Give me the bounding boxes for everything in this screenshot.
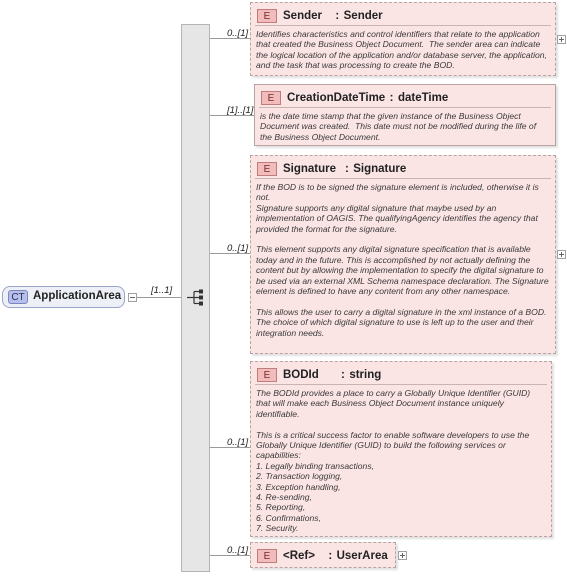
sequence-icon (186, 289, 206, 306)
type-separator: : (341, 368, 345, 381)
type-separator: : (389, 91, 394, 104)
element-type: Signature (353, 162, 407, 175)
element-documentation: If the BOD is to be signed the signature element is included, otherwise it is not. Signature supports any digital signature that maybe used by an implementation of OAGIS. The qualifyingAgency identifies the agency that provided the format for the signature. This element supports any digital signature specification that is available today and in the future. This is accomplished by not actually defining the content but by allowing the implementation to specify the digital signature to be used via an external XML Schema namespace declaration. The Signature element is defined to have any content from any other namespace. This allows the user to carry a digital signature in the xml instance of a BOD. The choice of which digital signature to use is left up to the user and their integration needs. (256, 182, 549, 338)
divider (255, 384, 547, 385)
element-name: CreationDateTime (287, 91, 386, 104)
element-name: Signature (283, 162, 337, 175)
element-documentation: is the date time stamp that the given instance of the Business Object Document was created. This date must not be modified during the life of the Business Object Document. (260, 111, 539, 142)
divider (255, 25, 551, 26)
element-type: string (349, 368, 382, 381)
element-name: BODId (283, 368, 319, 381)
occurrence-label: 0..[1] (227, 243, 249, 254)
element-badge: E (257, 549, 277, 563)
element-type: dateTime (397, 91, 449, 104)
element-creation-date-time[interactable] (254, 84, 556, 146)
element-signature[interactable] (250, 155, 556, 354)
element-documentation: Identifies characteristics and control identifiers that relate to the application that created the Business Object Document. The sender area can indicate the logical location of the application and/or database server, the application, and the task that was processing to create the BOD. (256, 29, 550, 71)
element-bodid[interactable] (250, 361, 552, 537)
collapse-toggle[interactable] (128, 293, 137, 302)
divider (255, 178, 551, 179)
element-documentation: The BODId provides a place to carry a Globally Unique Identifier (GUID) that will make each Business Object Document instance uniquely identifiable. This is a critical success factor to enable software developers to use the Globally Unique Identifier (GUID) to build the following services or capabilities: 1. Legally binding transactions, 2. Transaction logging, 3. Exception handling, 4. Re-sending, 5. Reporting, 6. Confirmations, 7. Security. (256, 388, 531, 534)
type-separator: : (335, 9, 340, 22)
type-separator: : (344, 162, 349, 175)
element-badge: E (261, 91, 281, 105)
occurrence-label: 0..[1] (227, 28, 249, 39)
element-badge: E (257, 9, 277, 23)
occurrence-label: [1]..[1] (227, 105, 254, 116)
complex-type-name: ApplicationArea (33, 290, 122, 302)
divider (259, 107, 551, 108)
root-occurrence: [1..1] (151, 285, 173, 296)
element-badge: E (257, 368, 277, 382)
element-type: Sender (343, 9, 383, 22)
element-sender[interactable] (250, 2, 556, 76)
element-name: Sender (283, 9, 322, 22)
element-name: <Ref> (283, 549, 315, 562)
type-separator: : (328, 549, 333, 562)
complex-type-badge: CT (8, 290, 28, 304)
occurrence-label: 0..[1] (227, 545, 249, 556)
expand-toggle[interactable] (398, 551, 407, 560)
element-user-area-ref[interactable] (250, 542, 396, 568)
occurrence-label: 0..[1] (227, 437, 249, 448)
element-badge: E (257, 162, 277, 176)
expand-toggle[interactable] (557, 250, 566, 259)
element-type: UserArea (336, 549, 388, 562)
complex-type-node[interactable] (2, 286, 125, 308)
root-connector (137, 297, 181, 298)
expand-toggle[interactable] (557, 35, 566, 44)
